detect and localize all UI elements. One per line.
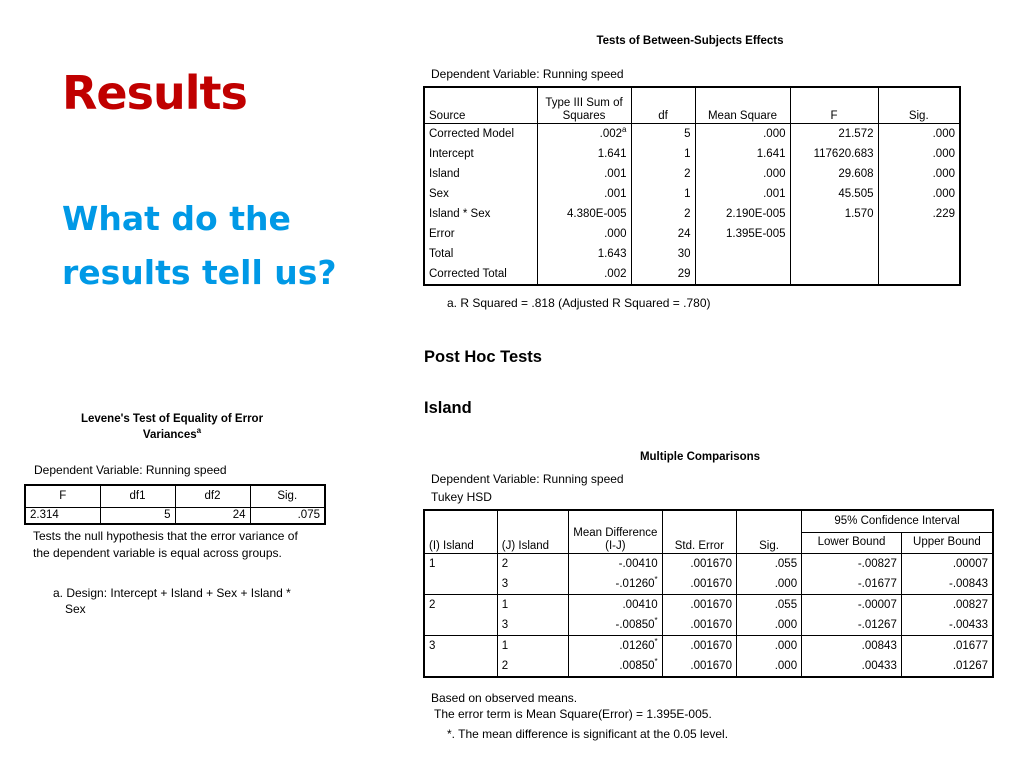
std-error-cell <box>662 553 736 574</box>
sig-cell-value: .000 <box>774 618 798 631</box>
lower-bound-cell-value: -.01677 <box>857 577 897 590</box>
source-cell-value: Error <box>429 227 455 240</box>
i-island-cell <box>424 615 497 636</box>
levene-note: Tests the null hypothesis that the error variance of the dependent variable is equal across groups. <box>33 529 298 560</box>
column-header-std-error: Std. Error <box>662 510 736 553</box>
column-header-df: df <box>631 87 695 123</box>
mean-square-cell-value: .000 <box>763 127 786 140</box>
std-error-cell <box>662 615 736 636</box>
df-cell-value: 2 <box>684 167 691 180</box>
table-row <box>424 224 960 244</box>
significance-mark: * <box>654 656 658 666</box>
sum-of-squares-cell <box>537 144 631 164</box>
sum-of-squares-cell-value: 4.380E-005 <box>567 207 627 220</box>
j-island-cell <box>497 594 568 615</box>
mean-square-cell <box>695 184 790 204</box>
df-cell-value: 29 <box>677 267 691 280</box>
sum-of-squares-cell <box>537 123 631 144</box>
source-cell-value: Sex <box>429 187 449 200</box>
i-island-cell <box>424 635 497 656</box>
mean-square-cell <box>695 224 790 244</box>
mean-square-cell <box>695 164 790 184</box>
source-cell-value: Total <box>429 247 454 260</box>
levene-table <box>24 484 326 525</box>
sig-cell <box>878 204 960 224</box>
column-header-j-island: (J) Island <box>497 510 568 553</box>
levene-caption-text: Levene's Test of Equality of Error Variances <box>80 413 264 441</box>
post-hoc-heading: Post Hoc Tests <box>424 348 542 366</box>
column-header-upper-bound: Upper Bound <box>901 532 993 553</box>
levene-caption-footnote-mark: a <box>196 426 202 436</box>
column-header-sig: Sig. <box>878 87 960 123</box>
between-subjects-footnote: a. R Squared = .818 (Adjusted R Squared = .780) <box>447 296 711 310</box>
lower-bound-cell-value: .00843 <box>861 639 897 652</box>
df-cell-value: 30 <box>677 247 691 260</box>
j-island-cell <box>497 574 568 595</box>
std-error-cell <box>662 635 736 656</box>
df-cell <box>631 144 695 164</box>
slide-subtitle: What do the results tell us? <box>62 199 337 292</box>
island-heading: Island <box>424 399 472 417</box>
source-cell <box>424 264 537 285</box>
mean-difference-cell <box>569 553 663 574</box>
table-row <box>424 553 993 574</box>
column-header-mean-difference: Mean Difference (I-J) <box>569 510 663 553</box>
mean-square-cell <box>695 264 790 285</box>
mean-square-cell <box>695 204 790 224</box>
table-row <box>424 204 960 224</box>
mean-square-cell <box>695 123 790 144</box>
f-cell <box>790 224 878 244</box>
df-cell <box>631 264 695 285</box>
std-error-cell <box>662 574 736 595</box>
levene-caption <box>52 411 292 443</box>
df-cell <box>631 164 695 184</box>
sig-cell <box>878 144 960 164</box>
sum-of-squares-cell-value: .002 <box>604 267 627 280</box>
multiple-comparisons-dependent-variable: Dependent Variable: Running speed <box>431 472 624 486</box>
table-row <box>424 264 960 285</box>
upper-bound-cell-value: .00827 <box>952 598 988 611</box>
column-header-mean-square: Mean Square <box>695 87 790 123</box>
sig-cell-value: .000 <box>774 659 798 672</box>
source-cell <box>424 244 537 264</box>
f-cell <box>790 264 878 285</box>
lower-bound-cell <box>802 656 902 677</box>
multiple-comparisons-footnote-1: Based on observed means. <box>431 691 578 705</box>
lower-bound-cell-value: -.01267 <box>857 618 897 631</box>
sig-cell <box>878 224 960 244</box>
table-row <box>424 656 993 677</box>
sig-cell <box>736 615 801 636</box>
source-cell-value: Island * Sex <box>429 207 491 220</box>
source-cell <box>424 224 537 244</box>
sig-cell <box>878 264 960 285</box>
i-island-cell-value: 3 <box>429 639 436 652</box>
source-cell <box>424 184 537 204</box>
table-row <box>424 164 960 184</box>
upper-bound-cell-value: -.00843 <box>948 577 988 590</box>
upper-bound-cell <box>901 574 993 595</box>
f-cell <box>790 204 878 224</box>
sig-cell-value: .000 <box>932 127 955 140</box>
lower-bound-cell <box>802 635 902 656</box>
upper-bound-cell <box>901 615 993 636</box>
column-header-confidence-interval: 95% Confidence Interval <box>802 510 993 532</box>
f-cell <box>790 144 878 164</box>
j-island-cell <box>497 615 568 636</box>
f-cell <box>790 164 878 184</box>
i-island-cell <box>424 656 497 677</box>
df-cell <box>631 244 695 264</box>
j-island-cell-value: 1 <box>501 598 509 611</box>
sig-cell <box>878 244 960 264</box>
df-cell <box>631 184 695 204</box>
levene-value-sig: .075 <box>250 507 325 524</box>
between-subjects-dependent-variable: Dependent Variable: Running speed <box>431 67 624 81</box>
levene-design-note: a. Design: Intercept + Island + Sex + Island * Sex <box>53 586 291 616</box>
column-header-sig: Sig. <box>736 510 801 553</box>
std-error-cell-value: .001670 <box>690 639 732 652</box>
sum-of-squares-cell-value: 1.643 <box>597 247 627 260</box>
table-row <box>424 615 993 636</box>
f-cell <box>790 123 878 144</box>
df-cell-value: 5 <box>684 127 691 140</box>
sig-cell-value: .000 <box>774 639 798 652</box>
mean-difference-cell-value: -.00850 <box>615 618 655 631</box>
mean-difference-cell-value: .01260 <box>619 639 655 652</box>
table-row <box>424 123 960 144</box>
levene-value-df2: 24 <box>175 507 250 524</box>
sig-cell <box>878 123 960 144</box>
df-cell-value: 2 <box>684 207 691 220</box>
lower-bound-cell <box>802 574 902 595</box>
std-error-cell-value: .001670 <box>690 659 732 672</box>
mean-square-cell-value: .001 <box>763 187 786 200</box>
column-header-source: Source <box>424 87 537 123</box>
source-cell <box>424 144 537 164</box>
table-row <box>424 184 960 204</box>
std-error-cell-value: .001670 <box>690 577 732 590</box>
std-error-cell-value: .001670 <box>690 618 732 631</box>
sig-cell-value: .000 <box>932 167 955 180</box>
f-cell-value: 29.608 <box>838 167 874 180</box>
sum-of-squares-cell <box>537 184 631 204</box>
df-cell-value: 1 <box>684 187 691 200</box>
upper-bound-cell-value: .01267 <box>952 659 988 672</box>
j-island-cell <box>497 656 568 677</box>
mean-difference-cell <box>569 574 663 595</box>
sum-of-squares-cell-value: 1.641 <box>597 147 627 160</box>
sum-of-squares-cell <box>537 204 631 224</box>
df-cell-value: 24 <box>677 227 691 240</box>
j-island-cell-value: 2 <box>501 659 509 672</box>
between-subjects-table <box>423 86 961 286</box>
column-header-sum-of-squares: Type III Sum of Squares <box>537 87 631 123</box>
mean-square-cell-value: 2.190E-005 <box>726 207 786 220</box>
column-header-lower-bound: Lower Bound <box>802 532 902 553</box>
sig-cell <box>736 594 801 615</box>
table-row <box>424 594 993 615</box>
sum-of-squares-cell <box>537 164 631 184</box>
df-cell-value: 1 <box>684 147 691 160</box>
upper-bound-cell <box>901 635 993 656</box>
lower-bound-cell <box>802 615 902 636</box>
df-cell <box>631 123 695 144</box>
sig-cell <box>736 656 801 677</box>
column-header-i-island: (I) Island <box>424 510 497 553</box>
i-island-cell <box>424 594 497 615</box>
i-island-cell <box>424 574 497 595</box>
source-cell <box>424 204 537 224</box>
significance-mark: * <box>654 615 658 625</box>
j-island-cell-value: 2 <box>501 557 509 570</box>
mean-square-cell <box>695 144 790 164</box>
sig-cell-value: .000 <box>932 187 955 200</box>
levene-dependent-variable: Dependent Variable: Running speed <box>34 463 227 477</box>
j-island-cell-value: 3 <box>501 618 509 631</box>
sig-cell <box>878 184 960 204</box>
mean-difference-cell-value: .00850 <box>619 659 655 672</box>
j-island-cell-value: 1 <box>501 639 509 652</box>
source-cell-value: Intercept <box>429 147 474 160</box>
df-cell <box>631 224 695 244</box>
table-row <box>424 244 960 264</box>
sum-of-squares-cell-value: .001 <box>604 187 627 200</box>
levene-header-df2: df2 <box>175 485 250 507</box>
j-island-cell-value: 3 <box>501 577 509 590</box>
mean-square-cell-value: 1.395E-005 <box>726 227 786 240</box>
upper-bound-cell <box>901 656 993 677</box>
source-cell-value: Corrected Total <box>429 267 507 280</box>
f-cell-value: 21.572 <box>838 127 874 140</box>
levene-value-f: 2.314 <box>25 507 100 524</box>
column-header-f: F <box>790 87 878 123</box>
i-island-cell-value: 2 <box>429 598 436 611</box>
upper-bound-cell-value: -.00433 <box>948 618 988 631</box>
mean-difference-cell <box>569 594 663 615</box>
sig-cell-value: .055 <box>774 557 798 570</box>
upper-bound-cell <box>901 594 993 615</box>
significance-mark: * <box>654 636 658 646</box>
upper-bound-cell <box>901 553 993 574</box>
f-cell <box>790 244 878 264</box>
levene-value-df1: 5 <box>100 507 175 524</box>
significance-mark: * <box>654 574 658 584</box>
footnote-mark: a <box>622 124 627 134</box>
f-cell-value: 1.570 <box>844 207 874 220</box>
mean-difference-cell-value: -.00410 <box>618 557 658 570</box>
multiple-comparisons-method: Tukey HSD <box>431 490 492 504</box>
source-cell <box>424 123 537 144</box>
lower-bound-cell <box>802 553 902 574</box>
j-island-cell <box>497 553 568 574</box>
sig-cell <box>736 553 801 574</box>
sig-cell <box>736 635 801 656</box>
sum-of-squares-cell-value: .001 <box>604 167 627 180</box>
mean-square-cell-value: .000 <box>763 167 786 180</box>
lower-bound-cell-value: -.00007 <box>857 598 897 611</box>
sum-of-squares-cell-value: .000 <box>604 227 627 240</box>
multiple-comparisons-footnote-2: The error term is Mean Square(Error) = 1.395E-005. <box>434 707 712 721</box>
levene-header-df1: df1 <box>100 485 175 507</box>
lower-bound-cell-value: .00433 <box>861 659 897 672</box>
slide-title: Results <box>62 66 247 120</box>
f-cell <box>790 184 878 204</box>
multiple-comparisons-footnote-3: *. The mean difference is significant at the 0.05 level. <box>447 727 729 741</box>
sig-cell <box>878 164 960 184</box>
f-cell-value: 45.505 <box>838 187 874 200</box>
levene-header-sig: Sig. <box>250 485 325 507</box>
mean-difference-cell <box>569 656 663 677</box>
upper-bound-cell-value: .01677 <box>952 639 988 652</box>
sig-cell <box>736 574 801 595</box>
sig-cell-value: .055 <box>774 598 798 611</box>
multiple-comparisons-caption: Multiple Comparisons <box>639 451 761 463</box>
j-island-cell <box>497 635 568 656</box>
table-row <box>424 574 993 595</box>
mean-difference-cell <box>569 615 663 636</box>
multiple-comparisons-table <box>423 509 994 678</box>
source-cell-value: Corrected Model <box>429 127 515 140</box>
lower-bound-cell-value: -.00827 <box>857 557 897 570</box>
sig-cell-value: .000 <box>774 577 798 590</box>
std-error-cell-value: .001670 <box>690 598 732 611</box>
table-row <box>424 144 960 164</box>
i-island-cell <box>424 553 497 574</box>
mean-square-cell <box>695 244 790 264</box>
lower-bound-cell <box>802 594 902 615</box>
std-error-cell <box>662 656 736 677</box>
sum-of-squares-cell <box>537 244 631 264</box>
between-subjects-caption: Tests of Between-Subjects Effects <box>596 35 784 47</box>
table-row <box>424 635 993 656</box>
std-error-cell <box>662 594 736 615</box>
i-island-cell-value: 1 <box>429 557 436 570</box>
std-error-cell-value: .001670 <box>690 557 732 570</box>
source-cell <box>424 164 537 184</box>
mean-difference-cell <box>569 635 663 656</box>
sig-cell-value: .229 <box>932 207 955 220</box>
f-cell-value: 117620.683 <box>813 147 874 160</box>
upper-bound-cell-value: .00007 <box>952 557 988 570</box>
df-cell <box>631 204 695 224</box>
mean-difference-cell-value: -.01260 <box>615 577 655 590</box>
sum-of-squares-cell-value: .002 <box>599 127 623 140</box>
levene-header-f: F <box>25 485 100 507</box>
mean-difference-cell-value: .00410 <box>622 598 658 611</box>
mean-square-cell-value: 1.641 <box>756 147 786 160</box>
sig-cell-value: .000 <box>932 147 955 160</box>
sum-of-squares-cell <box>537 224 631 244</box>
sum-of-squares-cell <box>537 264 631 285</box>
source-cell-value: Island <box>429 167 460 180</box>
